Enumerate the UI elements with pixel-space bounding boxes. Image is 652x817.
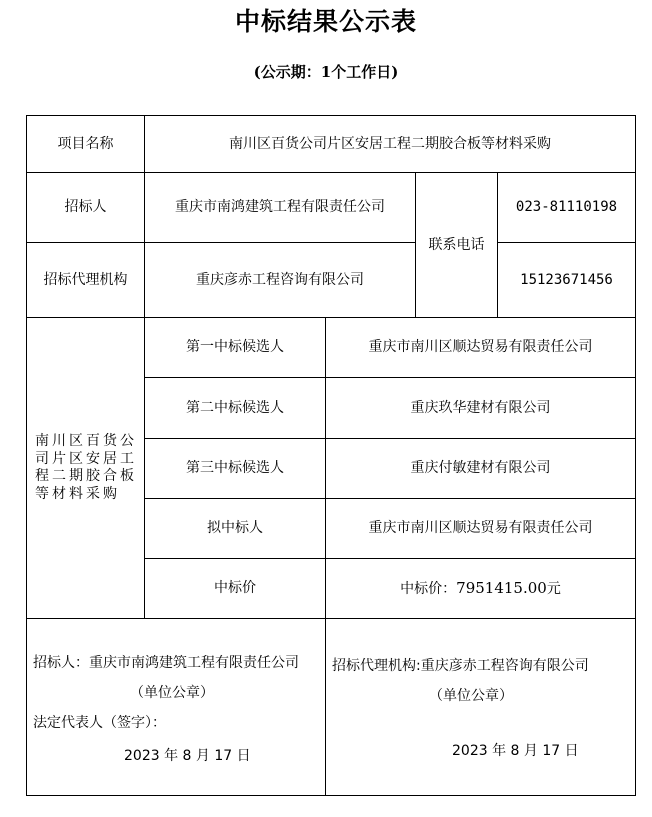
project-name-label: 项目名称 (27, 116, 145, 173)
tenderer-value: 重庆市南鸿建筑工程有限责任公司 (145, 173, 416, 243)
tenderer-date: 2023 年 8 月 17 日 (124, 748, 251, 764)
agency-signature-line: 招标代理机构:重庆彦赤工程咨询有限公司 (332, 658, 589, 674)
agency-date: 2023 年 8 月 17 日 (452, 743, 579, 759)
agency-signature-block (326, 619, 636, 796)
tenderer-seal-note: （单位公章） (130, 685, 214, 701)
candidate-label: 第一中标候选人 (145, 318, 326, 378)
candidate-label: 第二中标候选人 (145, 378, 326, 439)
signature-row (27, 619, 636, 796)
tenderer-signature-line: 招标人：重庆市南鸿建筑工程有限责任公司 (33, 655, 299, 671)
agency-row (27, 243, 636, 318)
project-row (27, 116, 636, 173)
price-label: 中标价 (145, 559, 326, 619)
price-unit: 元 (546, 581, 561, 598)
tenderer-row (27, 173, 636, 243)
price-value (326, 559, 636, 619)
agency-value: 重庆彦赤工程咨询有限公司 (145, 243, 416, 318)
price-prefix: 中标价： (400, 581, 457, 598)
result-project-label: 南川区百货公司片区安居工程二期胶合板等材料采购 (27, 318, 145, 619)
result-table (26, 115, 636, 796)
tenderer-signature-block (27, 619, 326, 796)
project-name-value: 南川区百货公司片区安居工程二期胶合板等材料采购 (145, 116, 636, 173)
legal-rep-signature: 法定代表人（签字）： (33, 715, 166, 731)
page-title: 中标结果公示表 (234, 7, 417, 36)
agency-phone: 15123671456 (498, 243, 636, 318)
candidate-label: 第三中标候选人 (145, 439, 326, 499)
agency-seal-note: （单位公章） (429, 688, 513, 704)
candidate-value: 重庆市南川区顺达贸易有限责任公司 (326, 318, 636, 378)
winner-label: 拟中标人 (145, 499, 326, 559)
candidate-value: 重庆玖华建材有限公司 (326, 378, 636, 439)
publicity-period: (公示期：1个工作日) (253, 63, 399, 81)
candidate-row (27, 318, 636, 378)
candidate-value: 重庆付敏建材有限公司 (326, 439, 636, 499)
tenderer-label: 招标人 (27, 173, 145, 243)
winner-value: 重庆市南川区顺达贸易有限责任公司 (326, 499, 636, 559)
price-amount: 7951415.00 (456, 579, 547, 598)
contact-phone-label: 联系电话 (416, 173, 498, 318)
agency-label: 招标代理机构 (27, 243, 145, 318)
tenderer-phone: 023-81110198 (498, 173, 636, 243)
